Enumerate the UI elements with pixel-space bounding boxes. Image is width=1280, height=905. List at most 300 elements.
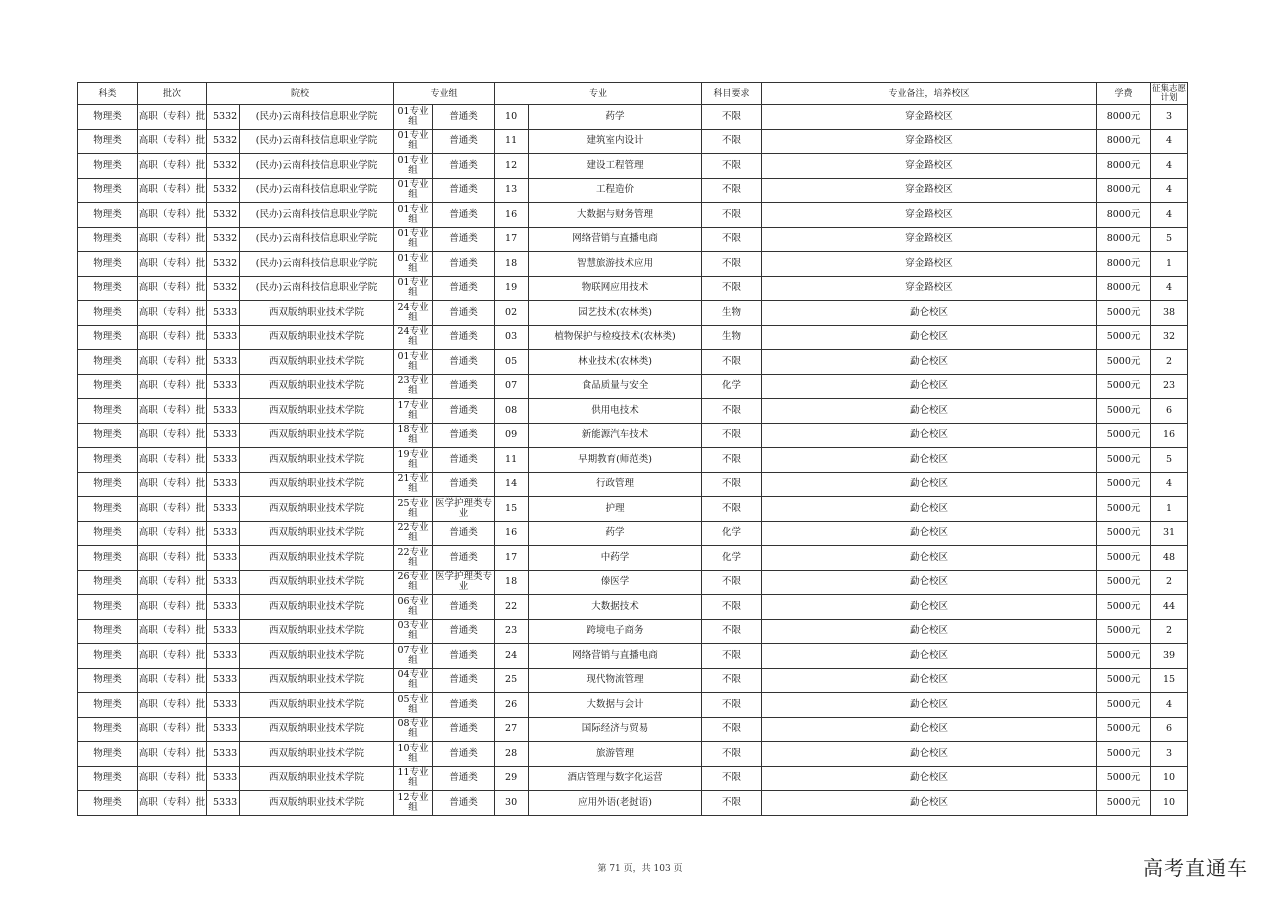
cell-major: 网络营销与直播电商 xyxy=(529,644,702,669)
cell-category: 物理类 xyxy=(78,301,138,326)
cell-major: 现代物流管理 xyxy=(529,668,702,693)
cell-batch: 高职（专科）批 xyxy=(138,178,207,203)
cell-major: 大数据与会计 xyxy=(529,693,702,718)
cell-group: 22专业组 xyxy=(394,521,433,546)
cell-group-type: 普通类 xyxy=(433,472,495,497)
cell-group-type: 普通类 xyxy=(433,399,495,424)
cell-major-code: 26 xyxy=(495,693,529,718)
cell-school: 西双版纳职业技术学院 xyxy=(240,497,394,522)
cell-plan: 6 xyxy=(1151,717,1188,742)
cell-major: 傣医学 xyxy=(529,570,702,595)
cell-tuition: 5000元 xyxy=(1097,301,1151,326)
cell-requirement: 不限 xyxy=(702,129,762,154)
cell-school-code: 5333 xyxy=(207,619,240,644)
cell-group-type: 普通类 xyxy=(433,276,495,301)
cell-requirement: 生物 xyxy=(702,301,762,326)
cell-group: 01专业组 xyxy=(394,252,433,277)
cell-major: 大数据与财务管理 xyxy=(529,203,702,228)
cell-tuition: 5000元 xyxy=(1097,717,1151,742)
cell-batch: 高职（专科）批 xyxy=(138,203,207,228)
cell-requirement: 化学 xyxy=(702,374,762,399)
cell-major-code: 11 xyxy=(495,129,529,154)
cell-category: 物理类 xyxy=(78,791,138,816)
cell-major: 跨境电子商务 xyxy=(529,619,702,644)
cell-major-code: 14 xyxy=(495,472,529,497)
cell-major-code: 08 xyxy=(495,399,529,424)
cell-group: 21专业组 xyxy=(394,472,433,497)
cell-requirement: 不限 xyxy=(702,497,762,522)
cell-requirement: 化学 xyxy=(702,546,762,571)
cell-category: 物理类 xyxy=(78,178,138,203)
cell-school-code: 5333 xyxy=(207,546,240,571)
cell-school: 西双版纳职业技术学院 xyxy=(240,448,394,473)
cell-group-type: 普通类 xyxy=(433,448,495,473)
cell-school-code: 5333 xyxy=(207,423,240,448)
cell-plan: 3 xyxy=(1151,105,1188,130)
cell-batch: 高职（专科）批 xyxy=(138,521,207,546)
cell-requirement: 不限 xyxy=(702,105,762,130)
cell-major-code: 07 xyxy=(495,374,529,399)
cell-tuition: 5000元 xyxy=(1097,644,1151,669)
table-row xyxy=(78,619,1188,644)
cell-category: 物理类 xyxy=(78,325,138,350)
cell-major: 建筑室内设计 xyxy=(529,129,702,154)
cell-group: 19专业组 xyxy=(394,448,433,473)
table-row xyxy=(78,227,1188,252)
cell-group-type: 普通类 xyxy=(433,252,495,277)
cell-group-type: 普通类 xyxy=(433,227,495,252)
cell-plan: 3 xyxy=(1151,742,1188,767)
cell-group-type: 普通类 xyxy=(433,717,495,742)
cell-major-code: 02 xyxy=(495,301,529,326)
cell-major-code: 18 xyxy=(495,252,529,277)
cell-plan: 15 xyxy=(1151,668,1188,693)
cell-group: 22专业组 xyxy=(394,546,433,571)
cell-school: (民办)云南科技信息职业学院 xyxy=(240,276,394,301)
cell-category: 物理类 xyxy=(78,227,138,252)
header-remarks: 专业备注，培养校区 xyxy=(762,83,1097,105)
cell-school-code: 5333 xyxy=(207,497,240,522)
cell-category: 物理类 xyxy=(78,399,138,424)
cell-batch: 高职（专科）批 xyxy=(138,595,207,620)
cell-batch: 高职（专科）批 xyxy=(138,154,207,179)
cell-major-code: 11 xyxy=(495,448,529,473)
cell-group-type: 普通类 xyxy=(433,668,495,693)
cell-batch: 高职（专科）批 xyxy=(138,448,207,473)
cell-major-code: 22 xyxy=(495,595,529,620)
cell-tuition: 5000元 xyxy=(1097,668,1151,693)
cell-school: 西双版纳职业技术学院 xyxy=(240,668,394,693)
cell-category: 物理类 xyxy=(78,619,138,644)
cell-school-code: 5333 xyxy=(207,595,240,620)
cell-batch: 高职（专科）批 xyxy=(138,668,207,693)
cell-major-code: 18 xyxy=(495,570,529,595)
table-row xyxy=(78,178,1188,203)
table-row xyxy=(78,693,1188,718)
cell-major: 物联网应用技术 xyxy=(529,276,702,301)
cell-requirement: 不限 xyxy=(702,570,762,595)
cell-group-type: 普通类 xyxy=(433,423,495,448)
cell-requirement: 不限 xyxy=(702,693,762,718)
cell-plan: 4 xyxy=(1151,276,1188,301)
cell-group: 10专业组 xyxy=(394,742,433,767)
header-plan: 征集志愿计划 xyxy=(1152,83,1187,103)
table-row xyxy=(78,374,1188,399)
cell-batch: 高职（专科）批 xyxy=(138,766,207,791)
cell-major-code: 24 xyxy=(495,644,529,669)
cell-requirement: 不限 xyxy=(702,448,762,473)
cell-group-type: 普通类 xyxy=(433,546,495,571)
cell-group: 18专业组 xyxy=(394,423,433,448)
cell-requirement: 不限 xyxy=(702,276,762,301)
cell-group: 24专业组 xyxy=(394,301,433,326)
cell-tuition: 5000元 xyxy=(1097,546,1151,571)
cell-remarks: 勐仑校区 xyxy=(762,619,1097,644)
cell-school: 西双版纳职业技术学院 xyxy=(240,791,394,816)
cell-major: 供用电技术 xyxy=(529,399,702,424)
table-row xyxy=(78,546,1188,571)
cell-plan: 2 xyxy=(1151,570,1188,595)
cell-remarks: 勐仑校区 xyxy=(762,325,1097,350)
cell-tuition: 5000元 xyxy=(1097,472,1151,497)
cell-school-code: 5332 xyxy=(207,203,240,228)
cell-tuition: 5000元 xyxy=(1097,497,1151,522)
cell-major-code: 09 xyxy=(495,423,529,448)
cell-group: 07专业组 xyxy=(394,644,433,669)
cell-remarks: 穿金路校区 xyxy=(762,276,1097,301)
watermark-text: 高考直通车 xyxy=(1143,856,1248,880)
header-group: 专业组 xyxy=(394,83,495,105)
table-row xyxy=(78,129,1188,154)
cell-batch: 高职（专科）批 xyxy=(138,399,207,424)
cell-requirement: 不限 xyxy=(702,791,762,816)
cell-category: 物理类 xyxy=(78,570,138,595)
cell-major-code: 03 xyxy=(495,325,529,350)
cell-plan: 4 xyxy=(1151,472,1188,497)
cell-category: 物理类 xyxy=(78,472,138,497)
cell-school: (民办)云南科技信息职业学院 xyxy=(240,129,394,154)
cell-batch: 高职（专科）批 xyxy=(138,105,207,130)
cell-major: 园艺技术(农林类) xyxy=(529,301,702,326)
cell-major: 旅游管理 xyxy=(529,742,702,767)
cell-group: 01专业组 xyxy=(394,129,433,154)
cell-school-code: 5333 xyxy=(207,717,240,742)
cell-school: 西双版纳职业技术学院 xyxy=(240,742,394,767)
cell-school: (民办)云南科技信息职业学院 xyxy=(240,154,394,179)
table-row xyxy=(78,595,1188,620)
cell-tuition: 5000元 xyxy=(1097,693,1151,718)
cell-category: 物理类 xyxy=(78,521,138,546)
cell-major-code: 23 xyxy=(495,619,529,644)
cell-requirement: 不限 xyxy=(702,178,762,203)
cell-requirement: 不限 xyxy=(702,203,762,228)
cell-tuition: 8000元 xyxy=(1097,227,1151,252)
header-batch: 批次 xyxy=(138,83,207,105)
cell-remarks: 勐仑校区 xyxy=(762,374,1097,399)
cell-group-type: 普通类 xyxy=(433,154,495,179)
cell-plan: 23 xyxy=(1151,374,1188,399)
cell-school: (民办)云南科技信息职业学院 xyxy=(240,105,394,130)
cell-remarks: 穿金路校区 xyxy=(762,203,1097,228)
cell-group: 04专业组 xyxy=(394,668,433,693)
cell-group-type: 医学护理类专业 xyxy=(433,497,495,522)
cell-requirement: 不限 xyxy=(702,423,762,448)
cell-plan: 31 xyxy=(1151,521,1188,546)
cell-group: 17专业组 xyxy=(394,399,433,424)
cell-school-code: 5333 xyxy=(207,693,240,718)
cell-tuition: 8000元 xyxy=(1097,203,1151,228)
cell-major-code: 16 xyxy=(495,203,529,228)
cell-remarks: 勐仑校区 xyxy=(762,595,1097,620)
cell-group-type: 普通类 xyxy=(433,595,495,620)
cell-plan: 10 xyxy=(1151,791,1188,816)
cell-remarks: 勐仑校区 xyxy=(762,717,1097,742)
cell-major: 酒店管理与数字化运营 xyxy=(529,766,702,791)
cell-group-type: 普通类 xyxy=(433,742,495,767)
cell-tuition: 5000元 xyxy=(1097,448,1151,473)
cell-plan: 4 xyxy=(1151,129,1188,154)
cell-tuition: 8000元 xyxy=(1097,178,1151,203)
cell-school: 西双版纳职业技术学院 xyxy=(240,766,394,791)
cell-plan: 6 xyxy=(1151,399,1188,424)
cell-requirement: 不限 xyxy=(702,644,762,669)
cell-major: 新能源汽车技术 xyxy=(529,423,702,448)
cell-batch: 高职（专科）批 xyxy=(138,693,207,718)
cell-major-code: 10 xyxy=(495,105,529,130)
cell-batch: 高职（专科）批 xyxy=(138,350,207,375)
cell-plan: 38 xyxy=(1151,301,1188,326)
cell-major: 食品质量与安全 xyxy=(529,374,702,399)
cell-remarks: 勐仑校区 xyxy=(762,668,1097,693)
cell-major-code: 17 xyxy=(495,546,529,571)
cell-category: 物理类 xyxy=(78,717,138,742)
table-row xyxy=(78,252,1188,277)
cell-school: 西双版纳职业技术学院 xyxy=(240,325,394,350)
cell-school-code: 5332 xyxy=(207,154,240,179)
table-row xyxy=(78,276,1188,301)
cell-major-code: 05 xyxy=(495,350,529,375)
cell-batch: 高职（专科）批 xyxy=(138,546,207,571)
cell-requirement: 不限 xyxy=(702,252,762,277)
cell-plan: 1 xyxy=(1151,252,1188,277)
cell-major: 早期教育(师范类) xyxy=(529,448,702,473)
cell-remarks: 勐仑校区 xyxy=(762,497,1097,522)
cell-remarks: 穿金路校区 xyxy=(762,178,1097,203)
cell-group-type: 普通类 xyxy=(433,521,495,546)
cell-school-code: 5333 xyxy=(207,301,240,326)
table-row xyxy=(78,423,1188,448)
cell-group-type: 普通类 xyxy=(433,766,495,791)
cell-tuition: 8000元 xyxy=(1097,105,1151,130)
cell-group-type: 普通类 xyxy=(433,301,495,326)
cell-batch: 高职（专科）批 xyxy=(138,423,207,448)
cell-school-code: 5333 xyxy=(207,521,240,546)
cell-group-type: 普通类 xyxy=(433,325,495,350)
cell-major-code: 28 xyxy=(495,742,529,767)
cell-group: 11专业组 xyxy=(394,766,433,791)
cell-school-code: 5332 xyxy=(207,252,240,277)
cell-major: 应用外语(老挝语) xyxy=(529,791,702,816)
cell-plan: 2 xyxy=(1151,350,1188,375)
cell-remarks: 穿金路校区 xyxy=(762,252,1097,277)
cell-major: 林业技术(农林类) xyxy=(529,350,702,375)
table-row xyxy=(78,350,1188,375)
cell-school: (民办)云南科技信息职业学院 xyxy=(240,227,394,252)
cell-school-code: 5332 xyxy=(207,276,240,301)
cell-plan: 44 xyxy=(1151,595,1188,620)
cell-category: 物理类 xyxy=(78,693,138,718)
cell-group-type: 普通类 xyxy=(433,350,495,375)
cell-batch: 高职（专科）批 xyxy=(138,472,207,497)
table-row xyxy=(78,668,1188,693)
cell-batch: 高职（专科）批 xyxy=(138,717,207,742)
cell-school: 西双版纳职业技术学院 xyxy=(240,301,394,326)
cell-school-code: 5333 xyxy=(207,644,240,669)
table-row xyxy=(78,717,1188,742)
cell-school-code: 5333 xyxy=(207,791,240,816)
cell-school-code: 5333 xyxy=(207,472,240,497)
cell-tuition: 5000元 xyxy=(1097,742,1151,767)
cell-category: 物理类 xyxy=(78,448,138,473)
cell-school-code: 5333 xyxy=(207,350,240,375)
cell-group-type: 普通类 xyxy=(433,791,495,816)
cell-plan: 39 xyxy=(1151,644,1188,669)
cell-category: 物理类 xyxy=(78,276,138,301)
cell-category: 物理类 xyxy=(78,766,138,791)
cell-plan: 4 xyxy=(1151,693,1188,718)
cell-school: 西双版纳职业技术学院 xyxy=(240,693,394,718)
cell-plan: 10 xyxy=(1151,766,1188,791)
cell-school-code: 5333 xyxy=(207,742,240,767)
table-row xyxy=(78,742,1188,767)
cell-batch: 高职（专科）批 xyxy=(138,570,207,595)
cell-category: 物理类 xyxy=(78,742,138,767)
cell-major: 网络营销与直播电商 xyxy=(529,227,702,252)
cell-school-code: 5332 xyxy=(207,227,240,252)
cell-plan: 4 xyxy=(1151,203,1188,228)
cell-group-type: 医学护理类专业 xyxy=(433,570,495,595)
admission-plan-table xyxy=(77,82,1188,816)
cell-requirement: 不限 xyxy=(702,350,762,375)
cell-category: 物理类 xyxy=(78,154,138,179)
cell-batch: 高职（专科）批 xyxy=(138,791,207,816)
cell-school: 西双版纳职业技术学院 xyxy=(240,546,394,571)
cell-major-code: 27 xyxy=(495,717,529,742)
header-school: 院校 xyxy=(207,83,394,105)
table-row xyxy=(78,644,1188,669)
cell-batch: 高职（专科）批 xyxy=(138,129,207,154)
cell-school: 西双版纳职业技术学院 xyxy=(240,374,394,399)
cell-tuition: 8000元 xyxy=(1097,129,1151,154)
cell-requirement: 不限 xyxy=(702,717,762,742)
cell-tuition: 5000元 xyxy=(1097,766,1151,791)
cell-major: 药学 xyxy=(529,521,702,546)
cell-group: 23专业组 xyxy=(394,374,433,399)
cell-remarks: 勐仑校区 xyxy=(762,546,1097,571)
cell-batch: 高职（专科）批 xyxy=(138,227,207,252)
cell-remarks: 勐仑校区 xyxy=(762,448,1097,473)
cell-tuition: 5000元 xyxy=(1097,791,1151,816)
cell-group-type: 普通类 xyxy=(433,374,495,399)
cell-group-type: 普通类 xyxy=(433,644,495,669)
cell-school: 西双版纳职业技术学院 xyxy=(240,350,394,375)
cell-school: 西双版纳职业技术学院 xyxy=(240,521,394,546)
cell-group: 01专业组 xyxy=(394,227,433,252)
cell-major: 中药学 xyxy=(529,546,702,571)
cell-major: 大数据技术 xyxy=(529,595,702,620)
cell-remarks: 穿金路校区 xyxy=(762,227,1097,252)
cell-school: 西双版纳职业技术学院 xyxy=(240,570,394,595)
table-row xyxy=(78,472,1188,497)
cell-remarks: 勐仑校区 xyxy=(762,423,1097,448)
cell-category: 物理类 xyxy=(78,423,138,448)
cell-requirement: 生物 xyxy=(702,325,762,350)
header-requirement: 科目要求 xyxy=(702,83,762,105)
header-category: 科类 xyxy=(78,83,138,105)
cell-tuition: 5000元 xyxy=(1097,570,1151,595)
cell-category: 物理类 xyxy=(78,497,138,522)
cell-school: (民办)云南科技信息职业学院 xyxy=(240,178,394,203)
cell-group-type: 普通类 xyxy=(433,129,495,154)
cell-group: 01专业组 xyxy=(394,105,433,130)
cell-category: 物理类 xyxy=(78,546,138,571)
cell-group: 06专业组 xyxy=(394,595,433,620)
cell-remarks: 勐仑校区 xyxy=(762,399,1097,424)
cell-requirement: 不限 xyxy=(702,227,762,252)
cell-major: 护理 xyxy=(529,497,702,522)
cell-school-code: 5333 xyxy=(207,325,240,350)
cell-school: 西双版纳职业技术学院 xyxy=(240,399,394,424)
cell-requirement: 不限 xyxy=(702,619,762,644)
cell-group-type: 普通类 xyxy=(433,619,495,644)
cell-group: 25专业组 xyxy=(394,497,433,522)
cell-tuition: 5000元 xyxy=(1097,399,1151,424)
cell-tuition: 5000元 xyxy=(1097,325,1151,350)
table-row xyxy=(78,399,1188,424)
cell-school-code: 5333 xyxy=(207,399,240,424)
cell-group-type: 普通类 xyxy=(433,203,495,228)
cell-batch: 高职（专科）批 xyxy=(138,619,207,644)
cell-tuition: 5000元 xyxy=(1097,619,1151,644)
cell-requirement: 不限 xyxy=(702,399,762,424)
cell-remarks: 勐仑校区 xyxy=(762,791,1097,816)
cell-major-code: 19 xyxy=(495,276,529,301)
cell-requirement: 不限 xyxy=(702,742,762,767)
cell-group: 12专业组 xyxy=(394,791,433,816)
cell-remarks: 勐仑校区 xyxy=(762,644,1097,669)
cell-school: (民办)云南科技信息职业学院 xyxy=(240,252,394,277)
table-row xyxy=(78,570,1188,595)
cell-school-code: 5333 xyxy=(207,448,240,473)
header-major: 专业 xyxy=(495,83,702,105)
cell-group: 24专业组 xyxy=(394,325,433,350)
cell-plan: 5 xyxy=(1151,227,1188,252)
cell-plan: 48 xyxy=(1151,546,1188,571)
cell-requirement: 不限 xyxy=(702,766,762,791)
cell-major: 国际经济与贸易 xyxy=(529,717,702,742)
cell-tuition: 8000元 xyxy=(1097,276,1151,301)
cell-group: 01专业组 xyxy=(394,276,433,301)
cell-requirement: 不限 xyxy=(702,595,762,620)
cell-batch: 高职（专科）批 xyxy=(138,276,207,301)
cell-group: 08专业组 xyxy=(394,717,433,742)
cell-plan: 4 xyxy=(1151,178,1188,203)
cell-remarks: 穿金路校区 xyxy=(762,154,1097,179)
cell-remarks: 穿金路校区 xyxy=(762,105,1097,130)
cell-major-code: 29 xyxy=(495,766,529,791)
cell-school: (民办)云南科技信息职业学院 xyxy=(240,203,394,228)
cell-group: 01专业组 xyxy=(394,178,433,203)
